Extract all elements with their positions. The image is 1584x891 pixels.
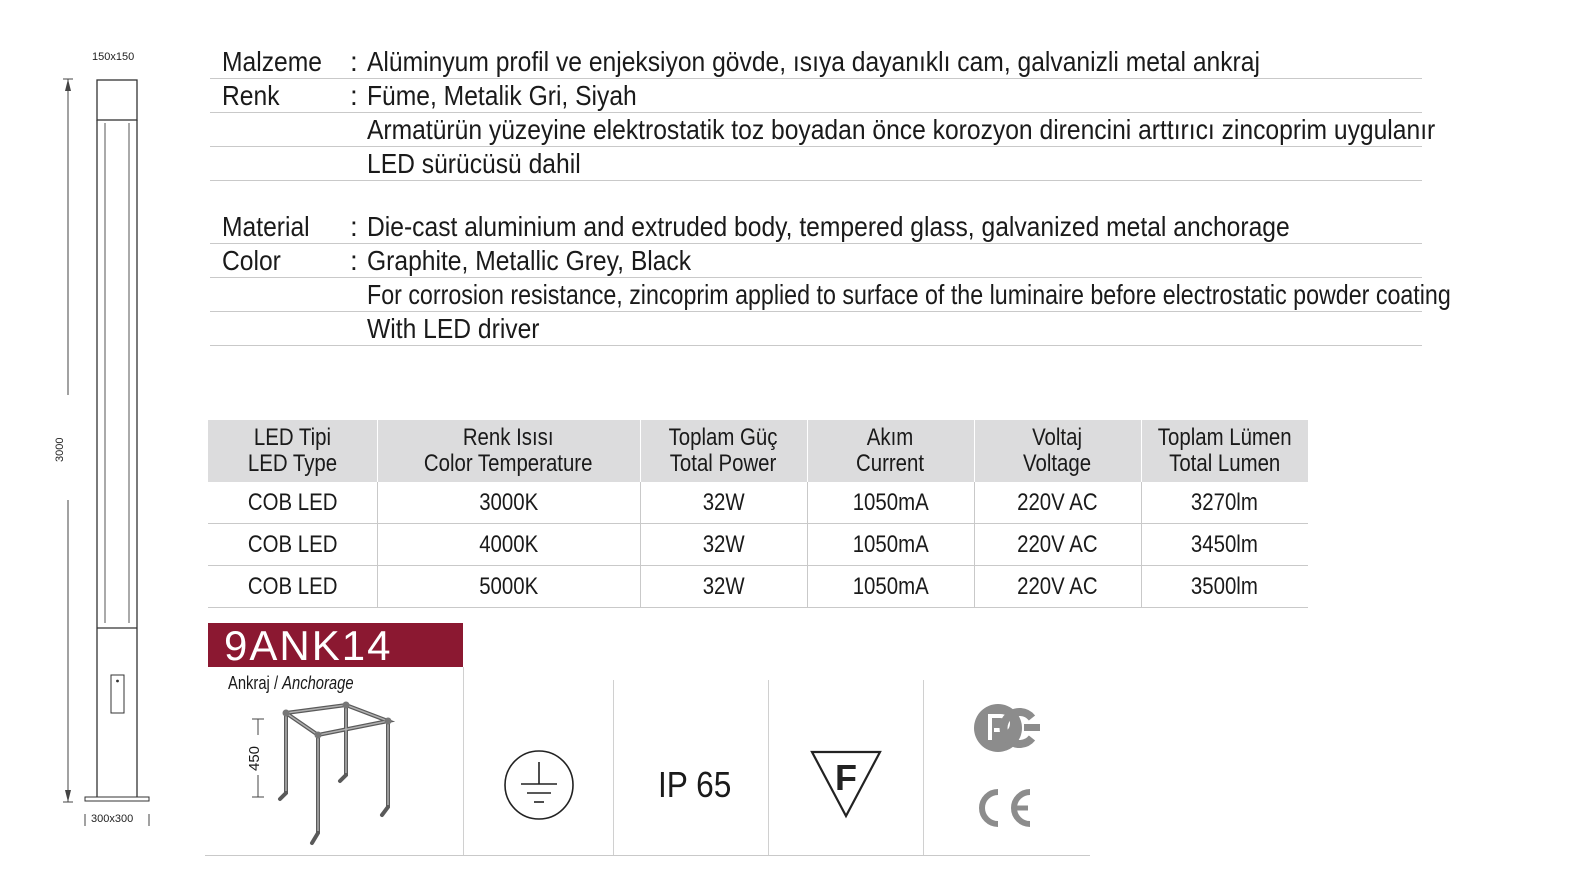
table-cell: 220V AC [1017, 488, 1098, 516]
spec-value: Graphite, Metallic Grey, Black [367, 245, 692, 276]
table-row [208, 524, 1308, 566]
pole-outline [55, 45, 175, 845]
spec-row-driver-en [210, 312, 1422, 346]
spec-row-coating-en [210, 278, 1451, 312]
table-cell: 220V AC [1017, 572, 1098, 600]
product-code: 9ANK14 [224, 622, 393, 669]
table-row [208, 482, 1308, 524]
f-mark-icon [808, 748, 884, 820]
table-cell: 32W [702, 488, 745, 516]
led-spec-table [208, 420, 1308, 608]
table-cell: 5000K [479, 572, 538, 600]
spec-colon: : [350, 46, 358, 77]
anchorage-label [228, 673, 354, 694]
spec-value: Die-cast aluminium and extruded body, tempered glass, galvanized metal anchorage [367, 211, 1290, 242]
table-cell: 220V AC [1017, 530, 1098, 558]
table-cell: 32W [702, 530, 745, 558]
header-voltage: Voltaj Voltage [974, 420, 1141, 482]
anchorage-label-tr: Ankraj / [228, 673, 279, 693]
spec-row-color-en [210, 244, 1422, 278]
spec-row-material-en [210, 210, 1422, 244]
bottom-rule [205, 855, 1090, 856]
header-current: Akım Current [807, 420, 974, 482]
f-mark-letter: F [835, 757, 857, 798]
header-color-temperature: Renk Isısı Color Temperature [377, 420, 640, 482]
table-header-row [208, 420, 1308, 482]
table-cell: COB LED [247, 530, 338, 558]
top-dimension-label: 150x150 [92, 51, 135, 63]
height-dimension-label: 3000 [54, 437, 66, 462]
ce-mark-icon [972, 786, 1038, 830]
table-cell: 4000K [479, 530, 538, 558]
earth-ground-icon [502, 748, 576, 822]
specs-turkish [210, 45, 1436, 181]
ip-rating: IP 65 [658, 764, 732, 805]
header-total-lumen: Toplam Lümen Total Lumen [1141, 420, 1308, 482]
product-code-badge [208, 623, 463, 667]
spec-label: Material [222, 211, 310, 242]
spec-value: Füme, Metalik Gri, Siyah [367, 80, 637, 111]
table-cell: 3450lm [1191, 530, 1259, 558]
spec-value: Alüminyum profil ve enjeksiyon gövde, ısıya dayanıklı cam, galvanizli metal ankraj [367, 46, 1260, 77]
spec-value: With LED driver [367, 313, 540, 344]
divider [463, 667, 464, 855]
spec-value: Armatürün yüzeyine elektrostatik toz boyadan önce korozyon direncini arttırıcı zincoprim uygulanır [367, 114, 1436, 145]
anchorage-label-en: Anchorage [282, 673, 354, 693]
spec-label: Renk [222, 80, 280, 111]
spec-label: Malzeme [222, 46, 322, 77]
divider [923, 680, 924, 855]
divider [768, 680, 769, 855]
base-dimension-label: 300x300 [91, 813, 134, 825]
table-cell: 3270lm [1191, 488, 1259, 516]
anchorage-dimension-label: 450 [246, 745, 263, 771]
table-cell: COB LED [247, 572, 338, 600]
table-row [208, 566, 1308, 608]
spec-row-material-tr [210, 45, 1422, 79]
table-cell: COB LED [247, 488, 338, 516]
spec-row-coating-tr [210, 113, 1436, 147]
spec-label: Color [222, 245, 281, 276]
spec-row-color-tr [210, 79, 1422, 113]
spec-colon: : [350, 245, 358, 276]
table-cell: 1050mA [852, 488, 929, 516]
divider [613, 680, 614, 855]
spec-colon: : [350, 211, 358, 242]
header-led-type: LED Tipi LED Type [208, 420, 377, 482]
spec-value: LED sürücüsü dahil [367, 148, 581, 179]
table-cell: 1050mA [852, 572, 929, 600]
table-cell: 3000K [479, 488, 538, 516]
anchorage-cage-icon [240, 695, 410, 855]
pct-mark-icon [972, 702, 1044, 754]
table-cell: 3500lm [1191, 572, 1259, 600]
table-cell: 1050mA [852, 530, 929, 558]
specs-english [210, 210, 1451, 346]
spec-colon: : [350, 80, 358, 111]
pole-drawing [55, 45, 175, 845]
header-total-power: Toplam Güç Total Power [640, 420, 807, 482]
spec-value: For corrosion resistance, zincoprim applied to surface of the luminaire before electrostatic powder coating [367, 279, 1451, 310]
table-cell: 32W [702, 572, 745, 600]
spec-row-driver-tr [210, 147, 1422, 181]
